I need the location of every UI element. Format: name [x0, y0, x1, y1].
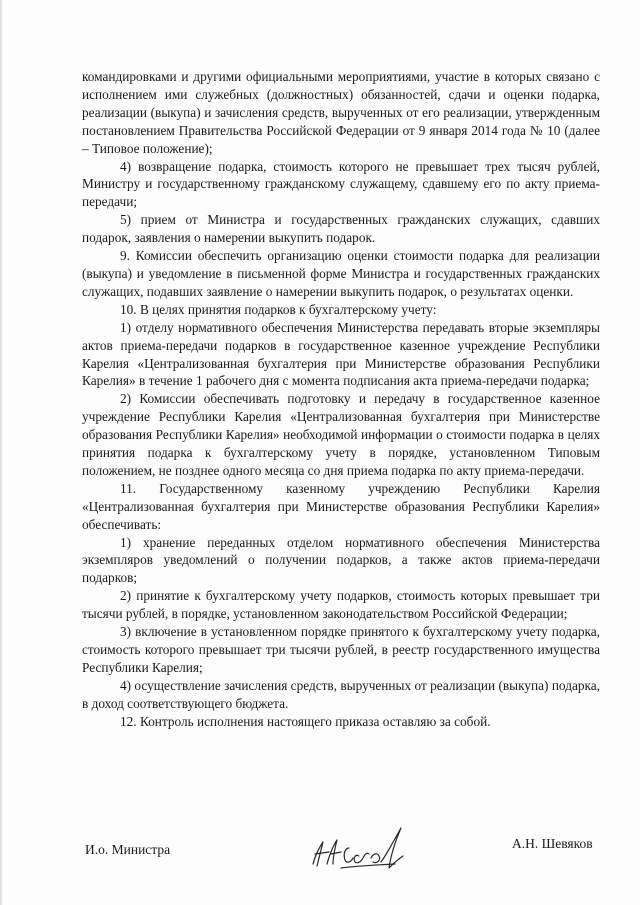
- paragraph-item-4-return-gift: 4) возвращение подарка, стоимость которого не превышает трех тысяч рублей, Министру и государственному гражданскому служащему, сдавшему его по акту приема-передачи;: [82, 158, 600, 210]
- document-body: [82, 68, 600, 731]
- paragraph-clause-10: 10. В целях принятия подарков к бухгалтерскому учету:: [120, 301, 437, 317]
- paragraph-clause-11-item-3: 3) включение в установленном порядке принятого к бухгалтерскому учету подарка, стоимость которого превышает три тысячи рублей, в реестр государственного имущества Республики Карелия;: [82, 624, 600, 675]
- signatory-role: И.о. Министра: [85, 842, 171, 857]
- paragraph-clause-10-item-2: 2) Комиссии обеспечивать подготовку и передачу в государственное казенное учреждение Республики Карелия «Централизованная бухгалтерия при Министерстве образования Республики Карелия» необходимой информации о стоимости подарка в целях принятия подарка к бухгалтерскому учету в порядке, установленном Типовым положением, не позднее одного месяца со дня приема подарка по акту приема-передачи.: [82, 391, 600, 478]
- paragraph-clause-12: 12. Контроль исполнения настоящего приказа оставляю за собой.: [120, 713, 491, 729]
- scan-edge-shadow: [0, 0, 3, 905]
- paragraph-clause-11-item-2: 2) принятие к бухгалтерскому учету подарков, стоимость которых превышает три тысячи рублей, в порядке, установленном законодательством Российской Федерации;: [82, 588, 600, 622]
- paragraph-item-5-receive-application: 5) прием от Министра и государственных гражданских служащих, сдавших подарок, заявления о намерении выкупить подарок.: [82, 212, 600, 246]
- handwritten-signature: [305, 818, 425, 878]
- paragraph-clause-11: 11. Государственному казенному учреждению Республики Карелия «Централизованная бухгалтерия при Министерстве образования Республики Карелия» обеспечивать:: [82, 480, 600, 532]
- paragraph-clause-11-item-4: 4) осуществление зачисления средств, вырученных от реализации (выкупа) подарка, в доход соответствующего бюджета.: [82, 677, 600, 711]
- paragraph-clause-11-item-1: 1) хранение переданных отделом нормативного обеспечения Министерства экземпляров уведомлений о получении подарков, а также актов приема-передачи подарков;: [82, 534, 600, 586]
- paragraph-clause-10-item-1: 1) отделу нормативного обеспечения Министерства передавать вторые экземпляры актов приема-передачи подарков в государственное казенное учреждение Республики Карелия «Централизованная бухгалтерия при Министерстве образования Республики Карелия» в течение 1 рабочего дня с момента подписания акта приема-передачи подарка;: [82, 319, 600, 389]
- paragraph-clause-9: 9. Комиссии обеспечить организацию оценки стоимости подарка для реализации (выкупа) и уведомление в письменной форме Министра и государственных гражданских служащих, подавших заявление о намерении выкупить подарок, о результатах оценки.: [82, 248, 600, 299]
- signatory-name: А.Н. Шевяков: [512, 836, 593, 851]
- paragraph-intro-continuation: командировками и другими официальными мероприятиями, участие в которых связано с исполнением ими служебных (должностных) обязанностей, сдачи и оценки подарка, реализации (выкупа) и зачисления средств, вырученных от его реализации, утвержденным постановлением Правительства Российской Федерации от 9 января 2014 года № 10 (далее – Типовое положение);: [82, 69, 600, 156]
